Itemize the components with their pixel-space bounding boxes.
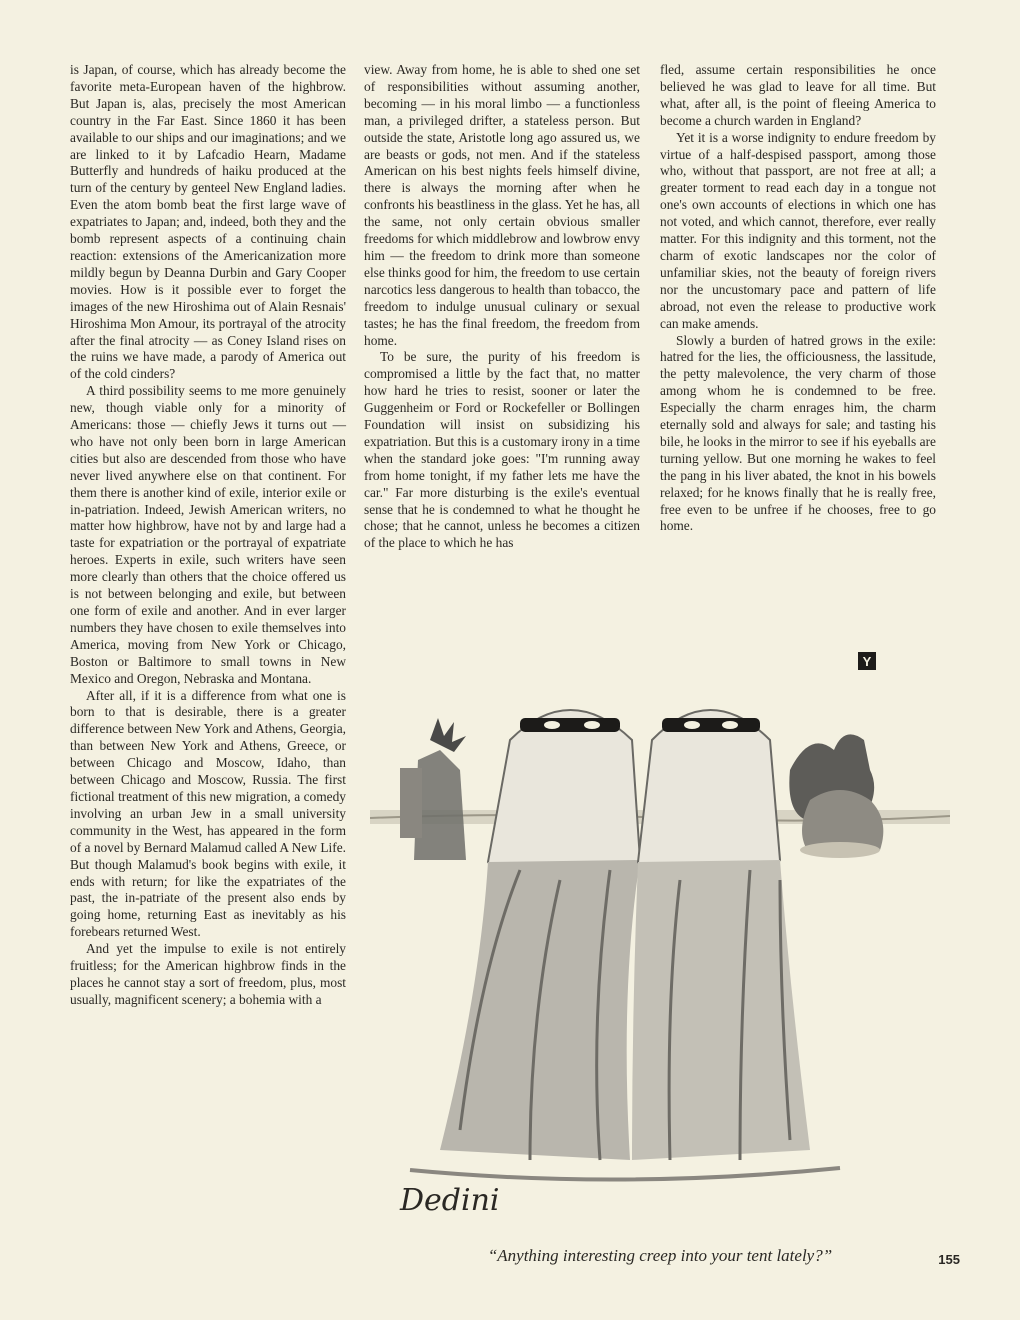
article-column-3 [660, 62, 936, 535]
paragraph: Yet it is a worse indignity to endure freedom by virtue of a half-despised passport, among those who, without that passport, are not free at all; a greater torment to read each day in a tongue not one's own accounts of elections in which one has not voted, and which cannot, therefore, ever really matter. For this indignity and this torment, not the charm of exotic landscapes nor the color of unfamiliar skies, not the beauty of foreign rivers nor the uncustomary pace and pattern of life abroad, not even the release to productive work can make amends. [660, 129, 936, 331]
paragraph: To be sure, the purity of his freedom is compromised a little by the fact that, no matter how hard he tries to resist, sooner or later the Guggenheim or Ford or Rockefeller or Bollingen Foundation will insist on subsidizing his expatriation. But this is a customary irony in a time when the standard joke goes: "I'm running away from home tonight, if my father lets me have the car." Far more disturbing is the exile's eventual sense that he is condemned to what he thought he chose; that he cannot, unless he becomes a citizen of the place to which he has [364, 349, 640, 551]
paragraph: A third possibility seems to me more genuinely new, though viable only for a minority of Americans: those — chiefly Jews it turns out — who have not only been born in large American cities but also are descended from those who have never lived anywhere else on that continent. For them there is another kind of exile, interior exile or in-patriation. Indeed, Jewish American writers, no matter how highbrow, have not by and large had a taste for expatriation or the portrayal of expatriate heroes. Experts in exile, such writers have seen more clearly than others that the choice offered us is not between belonging and exile, but between one form of exile and another. And in ever larger numbers they have chosen to exile themselves into America, moving from New York or Chicago, Boston or Baltimore to small towns in New Mexico and Oregon, Nebraska and Montana. [70, 383, 346, 686]
end-of-article-mark-icon: Y [858, 652, 876, 670]
artist-signature: Dedini [400, 1183, 500, 1218]
cartoon-caption: “Anything interesting creep into your tent lately?” [487, 1246, 833, 1265]
article-column-1 [70, 62, 346, 1009]
paragraph: Slowly a burden of hatred grows in the exile: hatred for the lies, the officiousness, the lassitude, the petty malevolence, the very charm of those among whom he is condemned to be free. Especially the charm enrages him, the charm eternally sold and always for sale; and tasting his bile, he looks in the mirror to see if his eyeballs are turning yellow. But one morning he wakes to feel the pang in his liver abated, the knot in his bowels relaxed; for he knows finally that he is really free, free even to be unfree if he chooses, free to go home. [660, 332, 936, 534]
paragraph: fled, assume certain responsibilities he once believed he was glad to leave for all time. But what, after all, is the point of fleeing America to become a church warden in England? [660, 62, 936, 128]
veiled-figure-left [440, 710, 640, 1160]
paragraph: And yet the impulse to exile is not entirely fruitless; for the American highbrow finds in the places he cannot stay a sort of freedom, plus, most usually, magnificent scenery; a bohemia with a [70, 941, 346, 1007]
article-column-2 [364, 62, 640, 552]
veiled-figure-right [632, 710, 810, 1160]
paragraph: After all, if it is a difference from what one is born to that is desirable, there is a greater difference between New York and Athens, Georgia, than between New York and Athens, Greece, or between Chicago and Moscow, Idaho, than between Chicago and Moscow, Russia. The first fictional treatment of this new migration, a comedy involving an urban Jew in a small university community in the West, has appeared in the form of a novel by Bernard Malamud called A New Life. But though Malamud's book begins with exile, it ends with return; for like the expatriates of the past, the in-patriate of the present also ends by going home, returning East as inevitably as his forebears returned West. [70, 687, 346, 940]
ground-shadow [410, 1168, 840, 1180]
distant-figure [400, 718, 466, 860]
paragraph: view. Away from home, he is able to shed one set of responsibilities without assuming another, becoming — in his moral limbo — a functionless man, a privileged drifter, a stateless person. But outside the state, Aristotle long ago assured us, we are beasts or gods, not men. And if the stateless American on his best nights feels himself divine, there is always the morning after when he confronts his beastliness in the glass. Yet he has, all the same, not only certain obvious smaller freedoms for which middlebrow and lowbrow envy him — the freedom to drink more than someone else thinks good for him, the freedom to use certain narcotics less dangerous to health than tobacco, the freedom to indulge unusual culinary or sexual tastes; he has the final freedom, the freedom from home. [364, 62, 640, 348]
page-number: 155 [938, 1252, 960, 1267]
paragraph: is Japan, of course, which has already become the favorite meta-European haven of the highbrow. But Japan is, alas, precisely the most American country in the Far East. Since 1860 it has been available to our ships and our imaginations; and we are linked to it by Lafcadio Hearn, Madame Butterfly and hundreds of haiku produced at the turn of the century by genteel New England ladies. Even the atom bomb beat the first large wave of expatriates to Japan; and, indeed, both they and the bomb represent aspects of a continuing chain reaction: extensions of the Americanization more mildly begun by Deanna Durbin and Gary Cooper movies. How is it possible ever to forget the images of the new Hiroshima out of Alain Resnais' Hiroshima Mon Amour, its portrayal of the atrocity after the final atrocity — as Coney Island rises on the ruins we have made, a parody of America out of the cold cinders? [70, 62, 346, 382]
camels [789, 734, 883, 858]
cartoon-illustration [370, 690, 950, 1238]
